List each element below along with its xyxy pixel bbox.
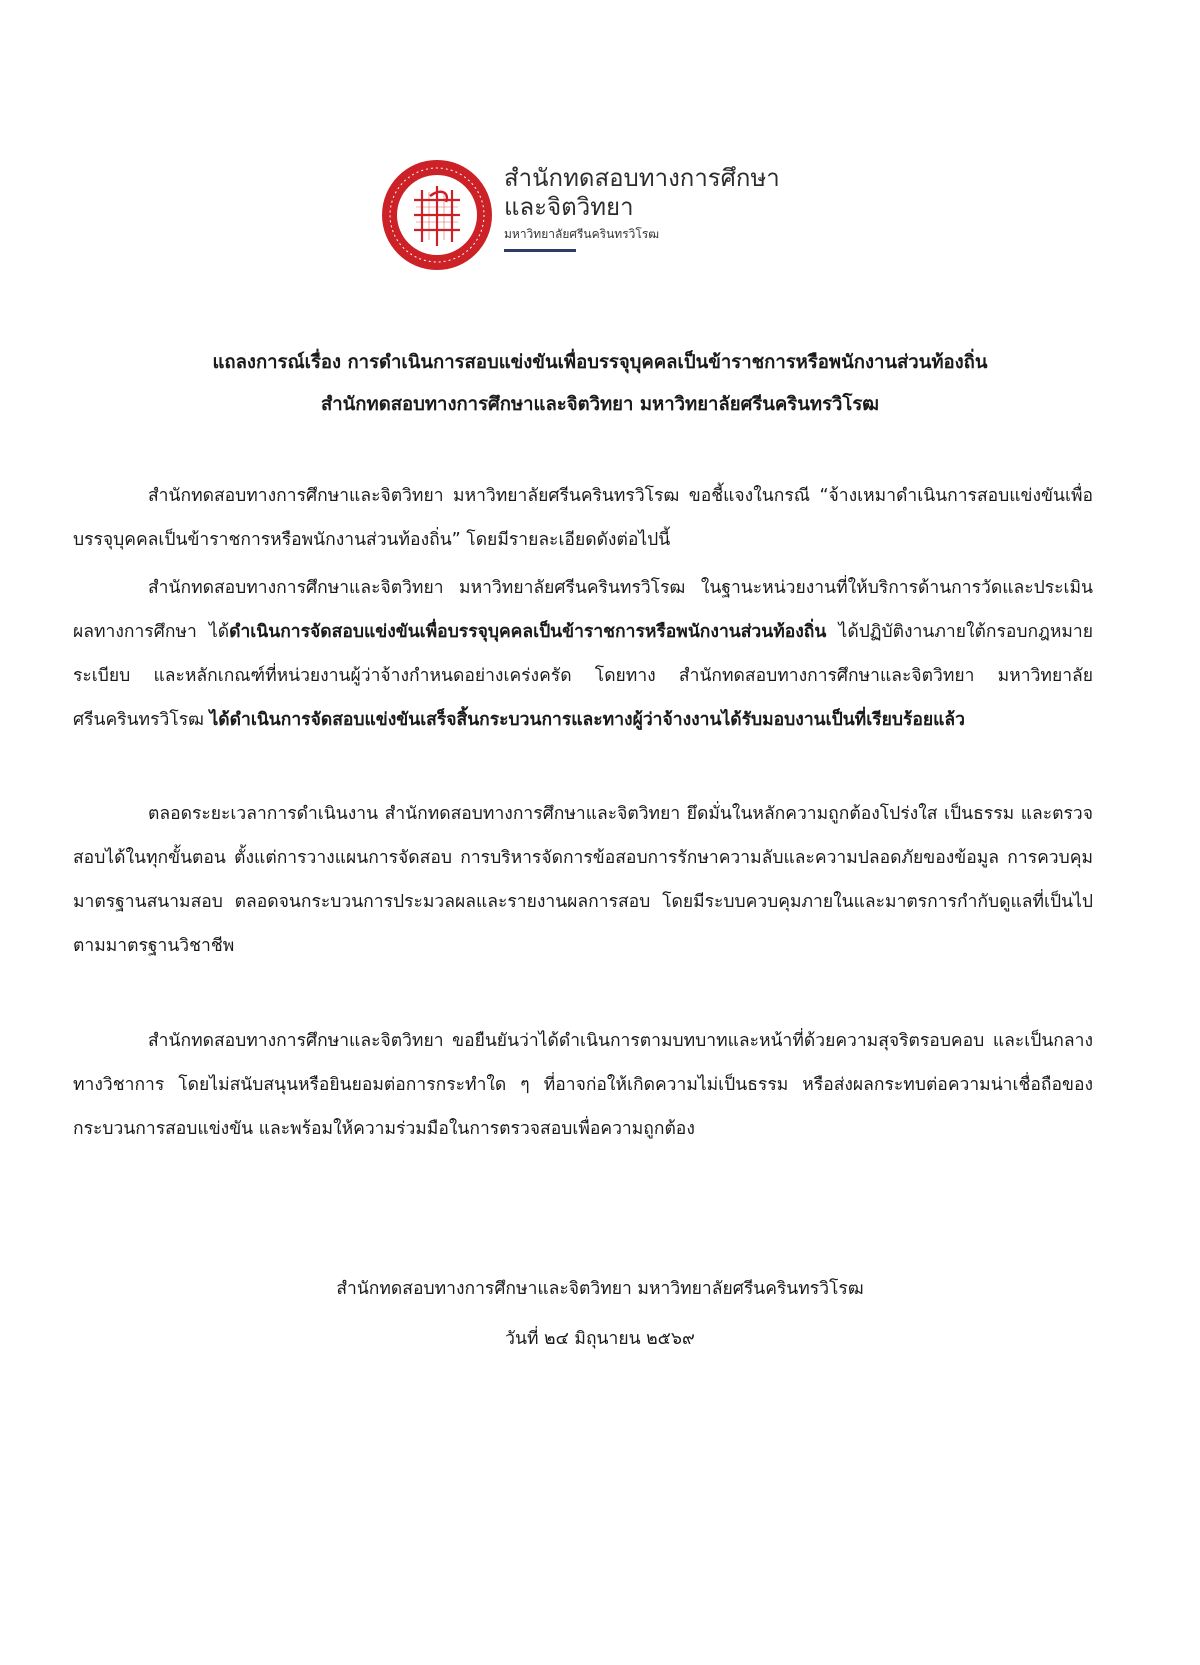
university-name: มหาวิทยาลัยศรีนครินทรวิโรฒ: [504, 227, 660, 241]
org-name-line1: สำนักทดสอบทางการศึกษา: [504, 164, 780, 192]
document-title-line2: สำนักทดสอบทางการศึกษาและจิตวิทยา มหาวิทยาลัยศรีนครินทรวิโรฒ: [320, 394, 879, 415]
paragraph-2-part-a: สำนักทดสอบทางการศึกษาและจิตวิทยา มหาวิทยาลัยศรีนครินทรวิโรฒ ในฐานะหน่วยงานที่ให้บริการด้านการวัดและประเมินผลทางการศึกษา ได้: [73, 578, 1093, 642]
paragraph-2-bold-b: ได้ดำเนินการจัดสอบแข่งขันเสร็จสิ้นกระบวนการและทางผู้ว่าจ้างงานได้รับมอบงานเป็นที่เรียบร้อยแล้ว: [209, 710, 965, 730]
paragraph-4: สำนักทดสอบทางการศึกษาและจิตวิทยา ขอยืนยันว่าได้ดำเนินการตามบทบาทและหน้าที่ด้วยความสุจริตรอบคอบ และเป็นกลางทางวิชาการ โดยไม่สนับสนุนหรือยินยอมต่อการกระทำใด ๆ ที่อาจก่อให้เกิดความไม่เป็นธรรม หรือส่งผลกระทบต่อความน่าเชื่อถือของกระบวนการสอบแข่งขัน และพร้อมให้ความร่วมมือในการตรวจสอบเพื่อความถูกต้อง: [73, 1031, 1093, 1139]
signature-date: วันที่ ๒๔ มิถุนายน ๒๕๖๙: [505, 1329, 695, 1349]
paragraph-2: [73, 566, 1093, 742]
org-name-block: [504, 164, 824, 252]
letterhead: [380, 158, 820, 278]
signature-org: สำนักทดสอบทางการศึกษาและจิตวิทยา มหาวิทยาลัยศรีนครินทรวิโรฒ: [336, 1279, 864, 1299]
paragraph-2-bold-a: ดำเนินการจัดสอบแข่งขันเพื่อบรรจุบุคคลเป็นข้าราชการหรือพนักงานส่วนท้องถิ่น: [229, 622, 827, 642]
paragraph-2-part-c: ได้ปฏิบัติงานภายใต้กรอบกฎหมาย ระเบียบ และหลักเกณฑ์ที่หน่วยงานผู้ว่าจ้างกำหนดอย่างเคร่งครัด โดยทาง สำนักทดสอบทางการศึกษาและจิตวิทยา มหาวิทยาลัยศรีนครินทรวิโรฒ: [73, 622, 1093, 730]
header-divider: [504, 249, 576, 252]
org-name-line2: และจิตวิทยา: [504, 193, 634, 221]
document-title-line1: แถลงการณ์เรื่อง การดำเนินการสอบแข่งขันเพื่อบรรจุบุคคลเป็นข้าราชการหรือพนักงานส่วนท้องถิ่น: [212, 352, 988, 373]
university-seal-icon: [380, 158, 494, 272]
paragraph-3: ตลอดระยะเวลาการดำเนินงาน สำนักทดสอบทางการศึกษาและจิตวิทยา ยึดมั่นในหลักความถูกต้องโปร่งใส เป็นธรรม และตรวจสอบได้ในทุกขั้นตอน ตั้งแต่การวางแผนการจัดสอบ การบริหารจัดการข้อสอบการรักษาความลับและความปลอดภัยของข้อมูล การควบคุมมาตรฐานสนามสอบ ตลอดจนกระบวนการประมวลผลและรายงานผลการสอบ โดยมีระบบควบคุมภายในและมาตรการกำกับดูแลที่เป็นไปตามมาตรฐานวิชาชีพ: [73, 804, 1093, 956]
paragraph-1: สำนักทดสอบทางการศึกษาและจิตวิทยา มหาวิทยาลัยศรีนครินทรวิโรฒ ขอชี้แจงในกรณี “จ้างเหมาดำเนินการสอบแข่งขันเพื่อบรรจุบุคคลเป็นข้าราชการหรือพนักงานส่วนท้องถิ่น” โดยมีรายละเอียดดังต่อไปนี้: [73, 486, 1093, 550]
